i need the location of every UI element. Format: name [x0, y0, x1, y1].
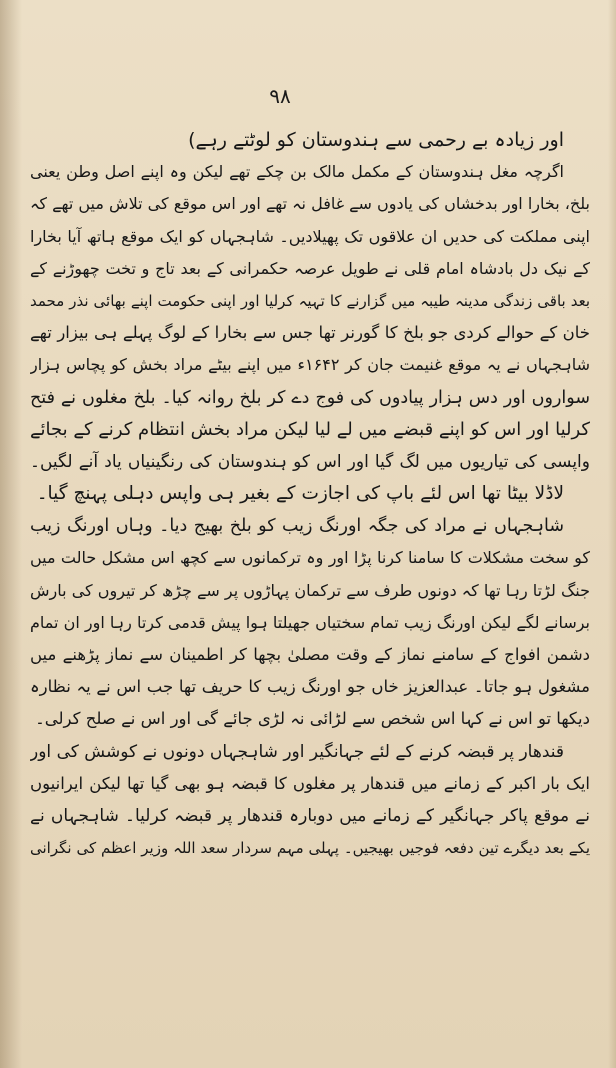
- text-line: دیکھا تو اس نے کہا اس شخص سے لڑائی نہ لڑی جائے گی اور اس نے صلح کرلی۔: [35, 709, 590, 729]
- text-line: بلخ، بخارا اور بدخشاں کی یادوں سے غافل نہ تھے اور اس موقع کی تلاش میں تھے کہ: [30, 194, 590, 214]
- page-number: ۹۸: [269, 84, 291, 108]
- body-text: [30, 124, 590, 864]
- text-line: برسانے لگے لیکن اورنگ زیب تمام سختیاں جھیلتا ہوا پیش قدمی کرتا رہا اور ان تمام: [30, 612, 590, 632]
- text-line: شاہجہاں نے یہ موقع غنیمت جان کر ۱۶۴۲ء میں اپنے بیٹے مراد بخش کو پچاس ہزار: [30, 355, 590, 375]
- text-line: ایک بار اکبر کے زمانے میں قندھار پر مغلوں کا قبضہ ہو بھی گیا تھا لیکن ایرانیوں: [30, 773, 590, 793]
- text-line: قندھار پر قبضہ کرنے کے لئے جہانگیر اور شاہجہاں دونوں نے کوشش کی اور: [30, 741, 564, 762]
- text-line: سواروں اور دس ہزار پیادوں کی فوج دے کر بلخ روانہ کیا۔ بلخ مغلوں نے فتح: [30, 387, 590, 408]
- text-line: کرلیا اور اس کو اپنے قبضے میں لے لیا لیکن مراد بخش انتظام کرنے کے بجائے: [30, 418, 590, 440]
- text-line: مشغول ہو جاتا۔ عبدالعزیز خاں جو اورنگ زیب کا حریف تھا جب اس نے یہ نظارہ: [30, 677, 590, 697]
- text-line: واپسی کی تیاریوں میں لگ گیا اور اس کو ہندوستان کی رنگینیاں یاد آنے لگیں۔: [30, 451, 590, 472]
- page-edge: [608, 0, 616, 1068]
- text-line: نے موقع پاکر جہانگیر کے زمانے میں دوبارہ قندھار پر قبضہ کرلیا۔ شاہجہاں نے: [30, 805, 590, 826]
- text-line: بعد باقی زندگی مدینہ طیبہ میں گزارنے کا تہیہ کرلیا اور اپنی حکومت اپنے بھائی نذر محمد: [30, 291, 590, 310]
- text-line: اگرچہ مغل ہندوستان کے مکمل مالک بن چکے تھے لیکن وہ اپنے اصل وطن یعنی: [30, 162, 564, 182]
- text-line: دشمن افواج کے سامنے نماز کے وقت مصلیٰ بچھا کر اطمینان سے نماز پڑھنے میں: [30, 645, 590, 664]
- binding-shadow: [0, 0, 22, 1068]
- text-line: اپنی مملکت کی حدیں ان علاقوں تک پھیلادیں۔ شاہجہاں کو ایک موقع ہاتھ آیا بخارا: [30, 226, 590, 246]
- text-line: اور زیادہ بے رحمی سے ہندوستان کو لوٹتے رہے): [188, 129, 564, 151]
- text-line: کے نیک دل بادشاہ امام قلی نے طویل عرصہ حکمرانی کے بعد تاج و تخت چھوڑنے کے: [30, 258, 590, 278]
- text-line: شاہجہاں نے مراد کی جگہ اورنگ زیب کو بلخ بھیج دیا۔ وہاں اورنگ زیب: [30, 516, 564, 537]
- text-line: خان کے حوالے کردی جو بلخ کا گورنر تھا جس سے بخارا کے لوگ پہلے ہی بیزار تھے: [30, 323, 590, 343]
- text-line: جنگ لڑتا رہا تھا کہ دونوں طرف سے ترکمان پہاڑوں پر سے چڑھ کر تیروں کی بارش: [30, 580, 590, 600]
- text-line: یکے بعد دیگرے تین دفعہ فوجیں بھیجیں۔ پہلی مہم سردار سعد اللہ وزیر اعظم کی نگرانی: [30, 839, 590, 858]
- text-line: لاڈلا بیٹا تھا اس لئے باپ کی اجازت کے بغیر ہی واپس دہلی پہنچ گیا۔: [36, 483, 564, 505]
- text-line: کو سخت مشکلات کا سامنا کرنا پڑا اور وہ ترکمانوں سے کچھ اس مشکل حالت میں: [30, 548, 590, 568]
